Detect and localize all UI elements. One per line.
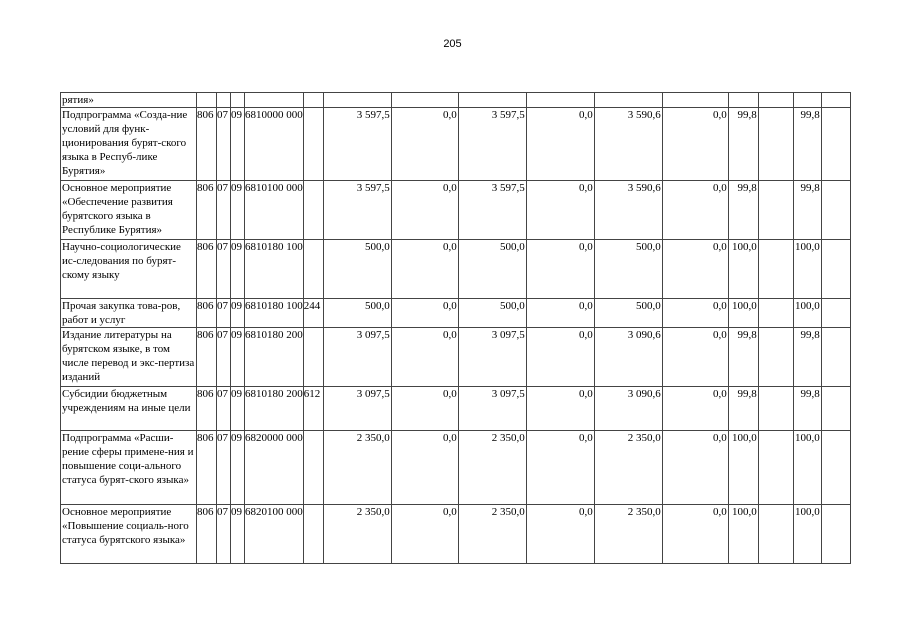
percent-of-plan: 100,0 <box>728 299 758 328</box>
value-refined-federal: 0,0 <box>526 299 594 328</box>
row-description: Подпрограмма «Расши-рение сферы примене-ния и повышение соци-ального статуса бурят-ского языка» <box>61 431 197 505</box>
code-expense-type <box>303 328 323 387</box>
value-actual-total: 500,0 <box>594 299 662 328</box>
empty-cell <box>758 505 793 564</box>
table-row <box>61 181 851 240</box>
value-plan-federal: 0,0 <box>391 181 458 240</box>
empty-cell <box>821 387 850 431</box>
code-expense-type <box>303 505 323 564</box>
code-expense-type: 244 <box>303 299 323 328</box>
code-subsection: 09 <box>231 299 245 328</box>
value-refined-total: 500,0 <box>458 299 526 328</box>
value-plan-federal: 0,0 <box>391 387 458 431</box>
value-actual-federal: 0,0 <box>662 505 728 564</box>
code-subsection: 09 <box>231 181 245 240</box>
code-ministry <box>197 93 217 108</box>
value-plan-total: 3 597,5 <box>323 181 391 240</box>
value-actual-total: 500,0 <box>594 240 662 299</box>
code-ministry: 806 <box>197 181 217 240</box>
empty-cell <box>758 299 793 328</box>
code-target-article: 6810100 000 <box>245 181 304 240</box>
percent-of-refined: 99,8 <box>793 181 821 240</box>
code-section: 07 <box>217 328 231 387</box>
code-target-article: 6810180 200 <box>245 328 304 387</box>
empty-cell <box>821 240 850 299</box>
empty-cell <box>821 505 850 564</box>
percent-of-refined: 99,8 <box>793 328 821 387</box>
empty-cell <box>821 93 850 108</box>
empty-cell <box>821 431 850 505</box>
value-plan-federal: 0,0 <box>391 240 458 299</box>
code-expense-type <box>303 108 323 181</box>
value-refined-federal: 0,0 <box>526 181 594 240</box>
code-ministry: 806 <box>197 108 217 181</box>
code-target-article: 6810180 100 <box>245 299 304 328</box>
value-plan-total: 3 597,5 <box>323 108 391 181</box>
code-expense-type <box>303 181 323 240</box>
percent-of-plan: 99,8 <box>728 181 758 240</box>
code-section <box>217 93 231 108</box>
value-actual-federal: 0,0 <box>662 299 728 328</box>
code-section: 07 <box>217 108 231 181</box>
code-target-article: 6810180 200 <box>245 387 304 431</box>
value-refined-federal: 0,0 <box>526 108 594 181</box>
value-plan-total: 500,0 <box>323 299 391 328</box>
percent-of-refined: 100,0 <box>793 505 821 564</box>
empty-cell <box>758 431 793 505</box>
empty-cell <box>758 93 793 108</box>
value-refined-total: 3 597,5 <box>458 181 526 240</box>
value-actual-federal: 0,0 <box>662 240 728 299</box>
value-plan-federal: 0,0 <box>391 108 458 181</box>
code-ministry: 806 <box>197 387 217 431</box>
table-row <box>61 431 851 505</box>
percent-of-refined: 99,8 <box>793 108 821 181</box>
percent-of-plan: 100,0 <box>728 505 758 564</box>
value-actual-total <box>594 93 662 108</box>
row-description: Субсидии бюджетным учреждениям на иные цели <box>61 387 197 431</box>
code-expense-type <box>303 431 323 505</box>
code-ministry: 806 <box>197 431 217 505</box>
empty-cell <box>821 181 850 240</box>
empty-cell <box>821 299 850 328</box>
empty-cell <box>821 328 850 387</box>
value-plan-total: 3 097,5 <box>323 387 391 431</box>
table-row <box>61 93 851 108</box>
percent-of-plan: 99,8 <box>728 387 758 431</box>
value-actual-federal: 0,0 <box>662 387 728 431</box>
table-row <box>61 505 851 564</box>
code-ministry: 806 <box>197 505 217 564</box>
value-refined-federal: 0,0 <box>526 505 594 564</box>
code-subsection: 09 <box>231 108 245 181</box>
table-row <box>61 328 851 387</box>
code-target-article: 6810180 100 <box>245 240 304 299</box>
code-subsection <box>231 93 245 108</box>
page-number: 205 <box>443 38 462 50</box>
code-ministry: 806 <box>197 240 217 299</box>
code-section: 07 <box>217 431 231 505</box>
value-actual-total: 3 090,6 <box>594 328 662 387</box>
code-target-article: 6820000 000 <box>245 431 304 505</box>
value-actual-federal: 0,0 <box>662 108 728 181</box>
value-actual-federal: 0,0 <box>662 181 728 240</box>
value-refined-federal: 0,0 <box>526 328 594 387</box>
percent-of-refined <box>793 93 821 108</box>
code-expense-type <box>303 93 323 108</box>
code-target-article: 6810000 000 <box>245 108 304 181</box>
code-expense-type <box>303 240 323 299</box>
value-plan-federal: 0,0 <box>391 299 458 328</box>
empty-cell <box>758 181 793 240</box>
value-refined-total: 500,0 <box>458 240 526 299</box>
code-ministry: 806 <box>197 299 217 328</box>
code-ministry: 806 <box>197 328 217 387</box>
value-refined-federal <box>526 93 594 108</box>
value-refined-federal: 0,0 <box>526 431 594 505</box>
value-plan-federal: 0,0 <box>391 431 458 505</box>
row-description: Прочая закупка това-ров, работ и услуг <box>61 299 197 328</box>
value-refined-total: 2 350,0 <box>458 431 526 505</box>
code-subsection: 09 <box>231 505 245 564</box>
row-description: Основное мероприятие «Повышение социаль-ного статуса бурятского языка» <box>61 505 197 564</box>
empty-cell <box>758 328 793 387</box>
value-actual-total: 2 350,0 <box>594 505 662 564</box>
table-row <box>61 387 851 431</box>
percent-of-refined: 100,0 <box>793 431 821 505</box>
value-refined-total: 3 097,5 <box>458 328 526 387</box>
budget-table <box>60 92 851 564</box>
code-section: 07 <box>217 299 231 328</box>
code-section: 07 <box>217 181 231 240</box>
code-target-article: 6820100 000 <box>245 505 304 564</box>
percent-of-plan <box>728 93 758 108</box>
code-section: 07 <box>217 387 231 431</box>
value-refined-total: 3 097,5 <box>458 387 526 431</box>
code-subsection: 09 <box>231 431 245 505</box>
percent-of-plan: 100,0 <box>728 240 758 299</box>
value-refined-total: 3 597,5 <box>458 108 526 181</box>
percent-of-plan: 99,8 <box>728 108 758 181</box>
row-description: рятия» <box>61 93 197 108</box>
value-plan-federal: 0,0 <box>391 505 458 564</box>
code-expense-type: 612 <box>303 387 323 431</box>
row-description: Издание литературы на бурятском языке, в том числе перевод и экс-пертиза изданий <box>61 328 197 387</box>
value-plan-total: 3 097,5 <box>323 328 391 387</box>
percent-of-plan: 100,0 <box>728 431 758 505</box>
code-subsection: 09 <box>231 240 245 299</box>
row-description: Подпрограмма «Созда-ние условий для функ-ционирования бурят-ского языка в Респуб-лике Бурятия» <box>61 108 197 181</box>
code-section: 07 <box>217 505 231 564</box>
value-refined-federal: 0,0 <box>526 387 594 431</box>
empty-cell <box>758 240 793 299</box>
table-row <box>61 108 851 181</box>
code-subsection: 09 <box>231 328 245 387</box>
empty-cell <box>821 108 850 181</box>
row-description: Основное мероприятие «Обеспечение развития бурятского языка в Республике Бурятия» <box>61 181 197 240</box>
table-row <box>61 240 851 299</box>
table-row <box>61 299 851 328</box>
code-subsection: 09 <box>231 387 245 431</box>
value-plan-federal: 0,0 <box>391 328 458 387</box>
percent-of-plan: 99,8 <box>728 328 758 387</box>
code-section: 07 <box>217 240 231 299</box>
row-description: Научно-социологические ис-следования по бурят-скому языку <box>61 240 197 299</box>
percent-of-refined: 99,8 <box>793 387 821 431</box>
value-actual-total: 2 350,0 <box>594 431 662 505</box>
value-refined-total <box>458 93 526 108</box>
value-actual-federal: 0,0 <box>662 328 728 387</box>
value-actual-federal <box>662 93 728 108</box>
value-actual-total: 3 590,6 <box>594 181 662 240</box>
value-plan-total: 2 350,0 <box>323 431 391 505</box>
value-plan-total: 2 350,0 <box>323 505 391 564</box>
value-actual-federal: 0,0 <box>662 431 728 505</box>
value-refined-total: 2 350,0 <box>458 505 526 564</box>
value-actual-total: 3 090,6 <box>594 387 662 431</box>
value-plan-federal <box>391 93 458 108</box>
percent-of-refined: 100,0 <box>793 299 821 328</box>
value-refined-federal: 0,0 <box>526 240 594 299</box>
percent-of-refined: 100,0 <box>793 240 821 299</box>
value-actual-total: 3 590,6 <box>594 108 662 181</box>
value-plan-total <box>323 93 391 108</box>
code-target-article <box>245 93 304 108</box>
value-plan-total: 500,0 <box>323 240 391 299</box>
empty-cell <box>758 108 793 181</box>
empty-cell <box>758 387 793 431</box>
